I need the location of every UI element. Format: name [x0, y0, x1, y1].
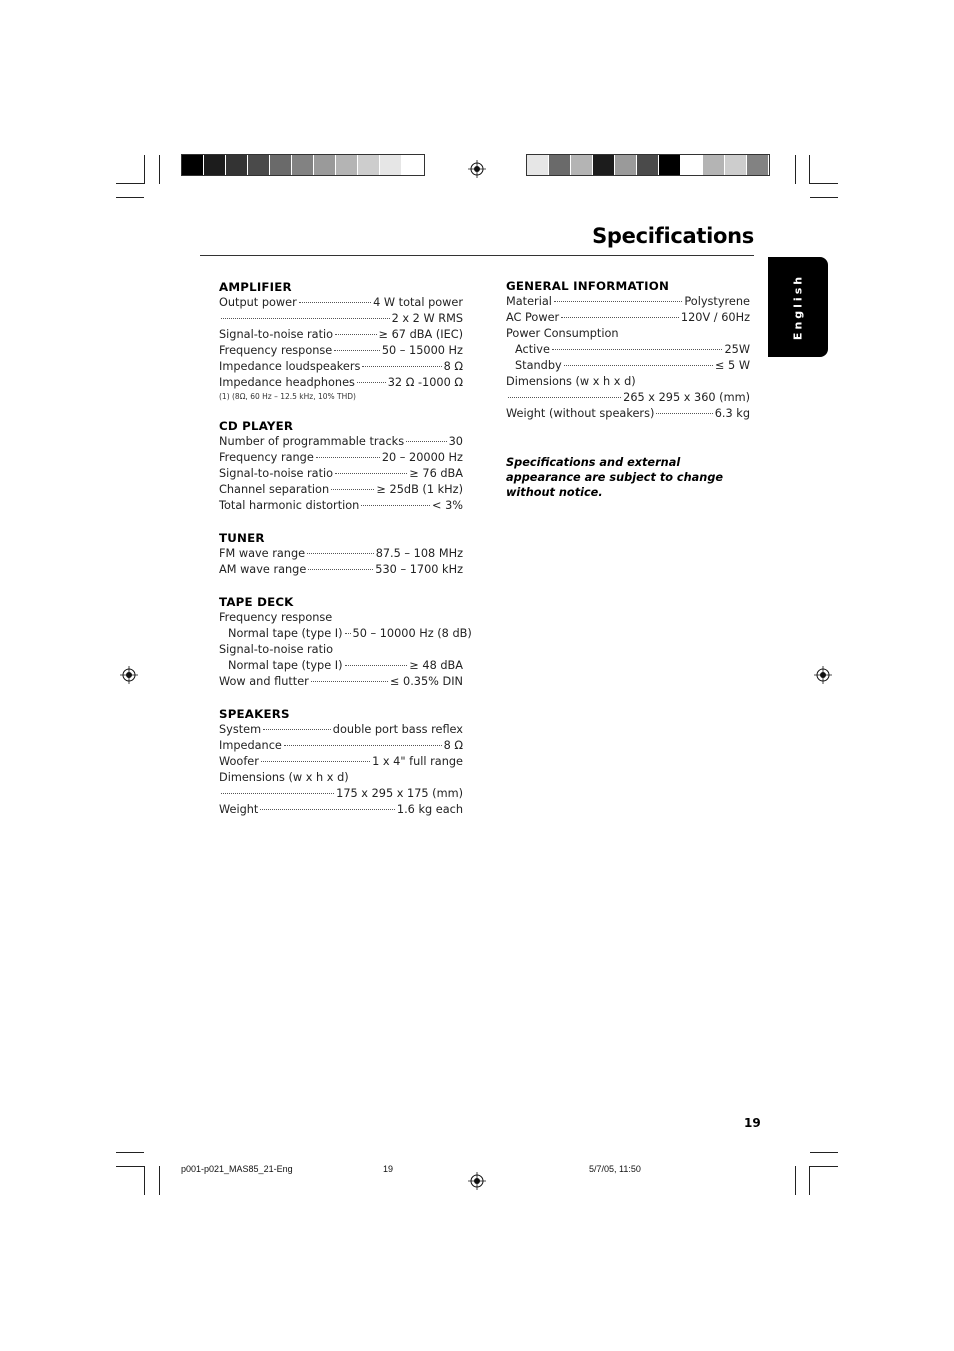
page-title: Specifications: [592, 224, 754, 248]
title-rule: [200, 255, 754, 256]
spec-value: 265 x 295 x 360 (mm): [623, 391, 750, 404]
spec-label: Normal tape (type I): [228, 659, 343, 672]
color-swatch: [615, 155, 637, 175]
spec-row: [506, 310, 750, 326]
crop-mark: [159, 155, 160, 184]
footer-file: p001-p021_MAS85_21-Eng: [181, 1164, 293, 1174]
color-swatch: [747, 155, 769, 175]
spec-label: Channel separation: [219, 483, 330, 496]
tuner-section: [219, 530, 463, 578]
section-heading: GENERAL INFORMATION: [506, 279, 670, 293]
color-swatch: [637, 155, 659, 175]
spec-value: 4 W total power: [373, 296, 463, 309]
spec-label: Number of programmable tracks: [219, 435, 405, 448]
speakers-section: [219, 706, 463, 818]
crop-mark: [116, 1152, 144, 1153]
crop-mark: [795, 1166, 796, 1195]
spec-row: [219, 375, 463, 391]
spec-row: [219, 482, 463, 498]
spec-value: 50 – 10000 Hz (8 dB): [352, 627, 472, 640]
spec-value: ≥ 67 dBA (IEC): [378, 328, 463, 341]
color-swatch: [182, 155, 204, 175]
dot-leader: [316, 457, 380, 458]
spec-label: Weight (without speakers): [506, 407, 655, 420]
change-notice: Specifications and external appearance are subject to change without notice.: [506, 456, 724, 499]
amplifier-section: [219, 279, 463, 402]
registration-mark-icon: [814, 666, 832, 684]
spec-row: [506, 406, 750, 422]
spec-label: Frequency response: [219, 344, 333, 357]
color-swatch: [725, 155, 747, 175]
spec-row: [219, 295, 463, 311]
color-swatch: [703, 155, 725, 175]
dot-leader: [335, 473, 407, 474]
crop-mark: [810, 1152, 838, 1153]
dot-leader: [357, 382, 386, 383]
specs-left-column: [219, 279, 472, 834]
spec-label: System: [219, 723, 262, 736]
registration-mark-icon: [468, 160, 486, 178]
color-swatch: [358, 155, 380, 175]
color-swatch: [571, 155, 593, 175]
color-swatch: [527, 155, 549, 175]
footer-page: 19: [383, 1164, 394, 1174]
spec-row: [219, 343, 463, 359]
spec-value: ≥ 48 dBA: [409, 659, 463, 672]
spec-label: Wow and flutter: [219, 675, 309, 688]
spec-label: Impedance headphones: [219, 376, 355, 389]
spec-value: double port bass reflex: [332, 723, 463, 736]
spec-row: [506, 294, 750, 310]
dot-leader: [554, 301, 682, 302]
spec-value: 1 x 4" full range: [372, 755, 463, 768]
dot-leader: [260, 809, 395, 810]
spec-label: AM wave range: [219, 563, 307, 576]
dot-leader: [331, 489, 374, 490]
dot-leader: [311, 681, 388, 682]
language-tab: [768, 257, 828, 357]
spec-row: [219, 498, 463, 514]
tape-deck-section: [219, 594, 472, 690]
dot-leader: [335, 334, 376, 335]
spec-row: [219, 802, 463, 818]
dot-leader: [345, 665, 408, 666]
crop-mark: [116, 197, 144, 198]
crop-mark: [144, 155, 145, 184]
crop-mark: [159, 1166, 160, 1195]
spec-label: Normal tape (type I): [228, 627, 343, 640]
crop-mark: [810, 183, 838, 184]
spec-row: [506, 342, 750, 358]
color-swatch: [314, 155, 336, 175]
spec-label: Frequency response: [219, 611, 333, 624]
amplifier-footnote: (1) (8Ω, 60 Hz – 12.5 kHz, 10% THD): [219, 392, 356, 401]
spec-value: 1.6 kg each: [396, 803, 463, 816]
spec-value: 30: [448, 435, 463, 448]
dot-leader: [261, 761, 370, 762]
spec-label: Output power: [219, 296, 297, 309]
page-number: 19: [744, 1116, 761, 1130]
spec-value: 120V / 60Hz: [680, 311, 750, 324]
general-information-section: [506, 278, 750, 422]
spec-label: Weight: [219, 803, 259, 816]
spec-value: 2 x 2 W RMS: [391, 312, 463, 325]
color-bar-left: [181, 154, 425, 176]
spec-label: Signal-to-noise ratio: [219, 328, 334, 341]
spec-label: Total harmonic distortion: [219, 499, 360, 512]
spec-value: ≤ 0.35% DIN: [389, 675, 463, 688]
spec-row: [219, 626, 472, 642]
section-heading: TAPE DECK: [219, 595, 294, 609]
section-heading: AMPLIFIER: [219, 280, 292, 294]
spec-row: [219, 722, 463, 738]
spec-value: 8 Ω: [443, 739, 463, 752]
spec-label: AC Power: [506, 311, 560, 324]
spec-value: 87.5 – 108 MHz: [375, 547, 463, 560]
color-swatch: [336, 155, 358, 175]
spec-label: Woofer: [219, 755, 259, 768]
spec-value: ≥ 76 dBA: [409, 467, 463, 480]
spec-label: Frequency range: [219, 451, 314, 464]
dot-leader: [308, 569, 373, 570]
cd-player-section: [219, 418, 463, 514]
spec-row: [219, 359, 463, 375]
registration-mark-icon: [120, 666, 138, 684]
spec-value: 25W: [724, 343, 750, 356]
dot-leader: [284, 745, 442, 746]
spec-label: Signal-to-noise ratio: [219, 467, 334, 480]
color-swatch: [292, 155, 314, 175]
color-swatch: [593, 155, 615, 175]
section-heading: CD PLAYER: [219, 419, 294, 433]
color-swatch: [380, 155, 402, 175]
spec-value: 530 – 1700 kHz: [375, 563, 463, 576]
dot-leader: [221, 793, 334, 794]
spec-row: [219, 786, 463, 802]
spec-row: [219, 562, 463, 578]
color-swatch: [270, 155, 292, 175]
crop-mark: [809, 155, 810, 184]
spec-value: 32 Ω -1000 Ω: [387, 376, 463, 389]
specs-right-column: [506, 278, 750, 438]
color-swatch: [681, 155, 703, 175]
dot-leader: [307, 553, 374, 554]
spec-value: ≥ 25dB (1 kHz): [376, 483, 463, 496]
section-heading: TUNER: [219, 531, 265, 545]
spec-label: Dimensions (w x h x d): [219, 771, 349, 784]
dot-leader: [508, 397, 621, 398]
dot-leader: [656, 413, 712, 414]
crop-mark: [810, 1166, 838, 1167]
color-bar-right: [526, 154, 770, 176]
crop-mark: [809, 1166, 810, 1195]
color-swatch: [549, 155, 571, 175]
spec-label: Active: [515, 343, 550, 356]
dot-leader: [362, 366, 441, 367]
color-swatch: [659, 155, 681, 175]
dot-leader: [564, 365, 713, 366]
crop-mark: [795, 155, 796, 184]
dot-leader: [345, 633, 351, 634]
spec-row: [506, 358, 750, 374]
spec-value: < 3%: [432, 499, 463, 512]
spec-row: [219, 546, 463, 562]
dot-leader: [406, 441, 447, 442]
dot-leader: [552, 349, 723, 350]
color-swatch: [226, 155, 248, 175]
spec-label: FM wave range: [219, 547, 306, 560]
dot-leader: [561, 317, 679, 318]
spec-row: [219, 658, 463, 674]
spec-value: 50 – 15000 Hz: [381, 344, 463, 357]
dot-leader: [221, 318, 390, 319]
crop-mark: [810, 197, 838, 198]
spec-label: Standby: [515, 359, 562, 372]
spec-label: Dimensions (w x h x d): [506, 375, 636, 388]
spec-row: [219, 754, 463, 770]
spec-row: [219, 738, 463, 754]
language-tab-label: English: [791, 273, 805, 341]
registration-mark-icon: [468, 1172, 486, 1190]
spec-row: [506, 390, 750, 406]
color-swatch: [204, 155, 226, 175]
spec-value: Polystyrene: [684, 295, 750, 308]
section-heading: SPEAKERS: [219, 707, 290, 721]
spec-value: 20 – 20000 Hz: [381, 451, 463, 464]
spec-row: [219, 434, 463, 450]
spec-value: 6.3 kg: [714, 407, 750, 420]
spec-label: Impedance: [219, 739, 282, 752]
spec-label: Signal-to-noise ratio: [219, 643, 334, 656]
spec-label: Power Consumption: [506, 327, 619, 340]
crop-mark: [116, 183, 144, 184]
color-swatch: [248, 155, 270, 175]
color-swatch: [402, 155, 424, 175]
spec-label: Material: [506, 295, 552, 308]
spec-value: 8 Ω: [443, 360, 463, 373]
spec-row: [219, 450, 463, 466]
spec-row: [219, 311, 463, 327]
spec-row: [219, 674, 463, 690]
crop-mark: [116, 1166, 144, 1167]
spec-row: [219, 466, 463, 482]
dot-leader: [263, 729, 331, 730]
dot-leader: [334, 350, 380, 351]
spec-value: ≤ 5 W: [714, 359, 750, 372]
spec-label: Impedance loudspeakers: [219, 360, 361, 373]
spec-value: 175 x 295 x 175 (mm): [336, 787, 463, 800]
dot-leader: [361, 505, 430, 506]
spec-row: [219, 327, 463, 343]
footer-date: 5/7/05, 11:50: [589, 1164, 641, 1174]
crop-mark: [144, 1166, 145, 1195]
dot-leader: [299, 302, 371, 303]
